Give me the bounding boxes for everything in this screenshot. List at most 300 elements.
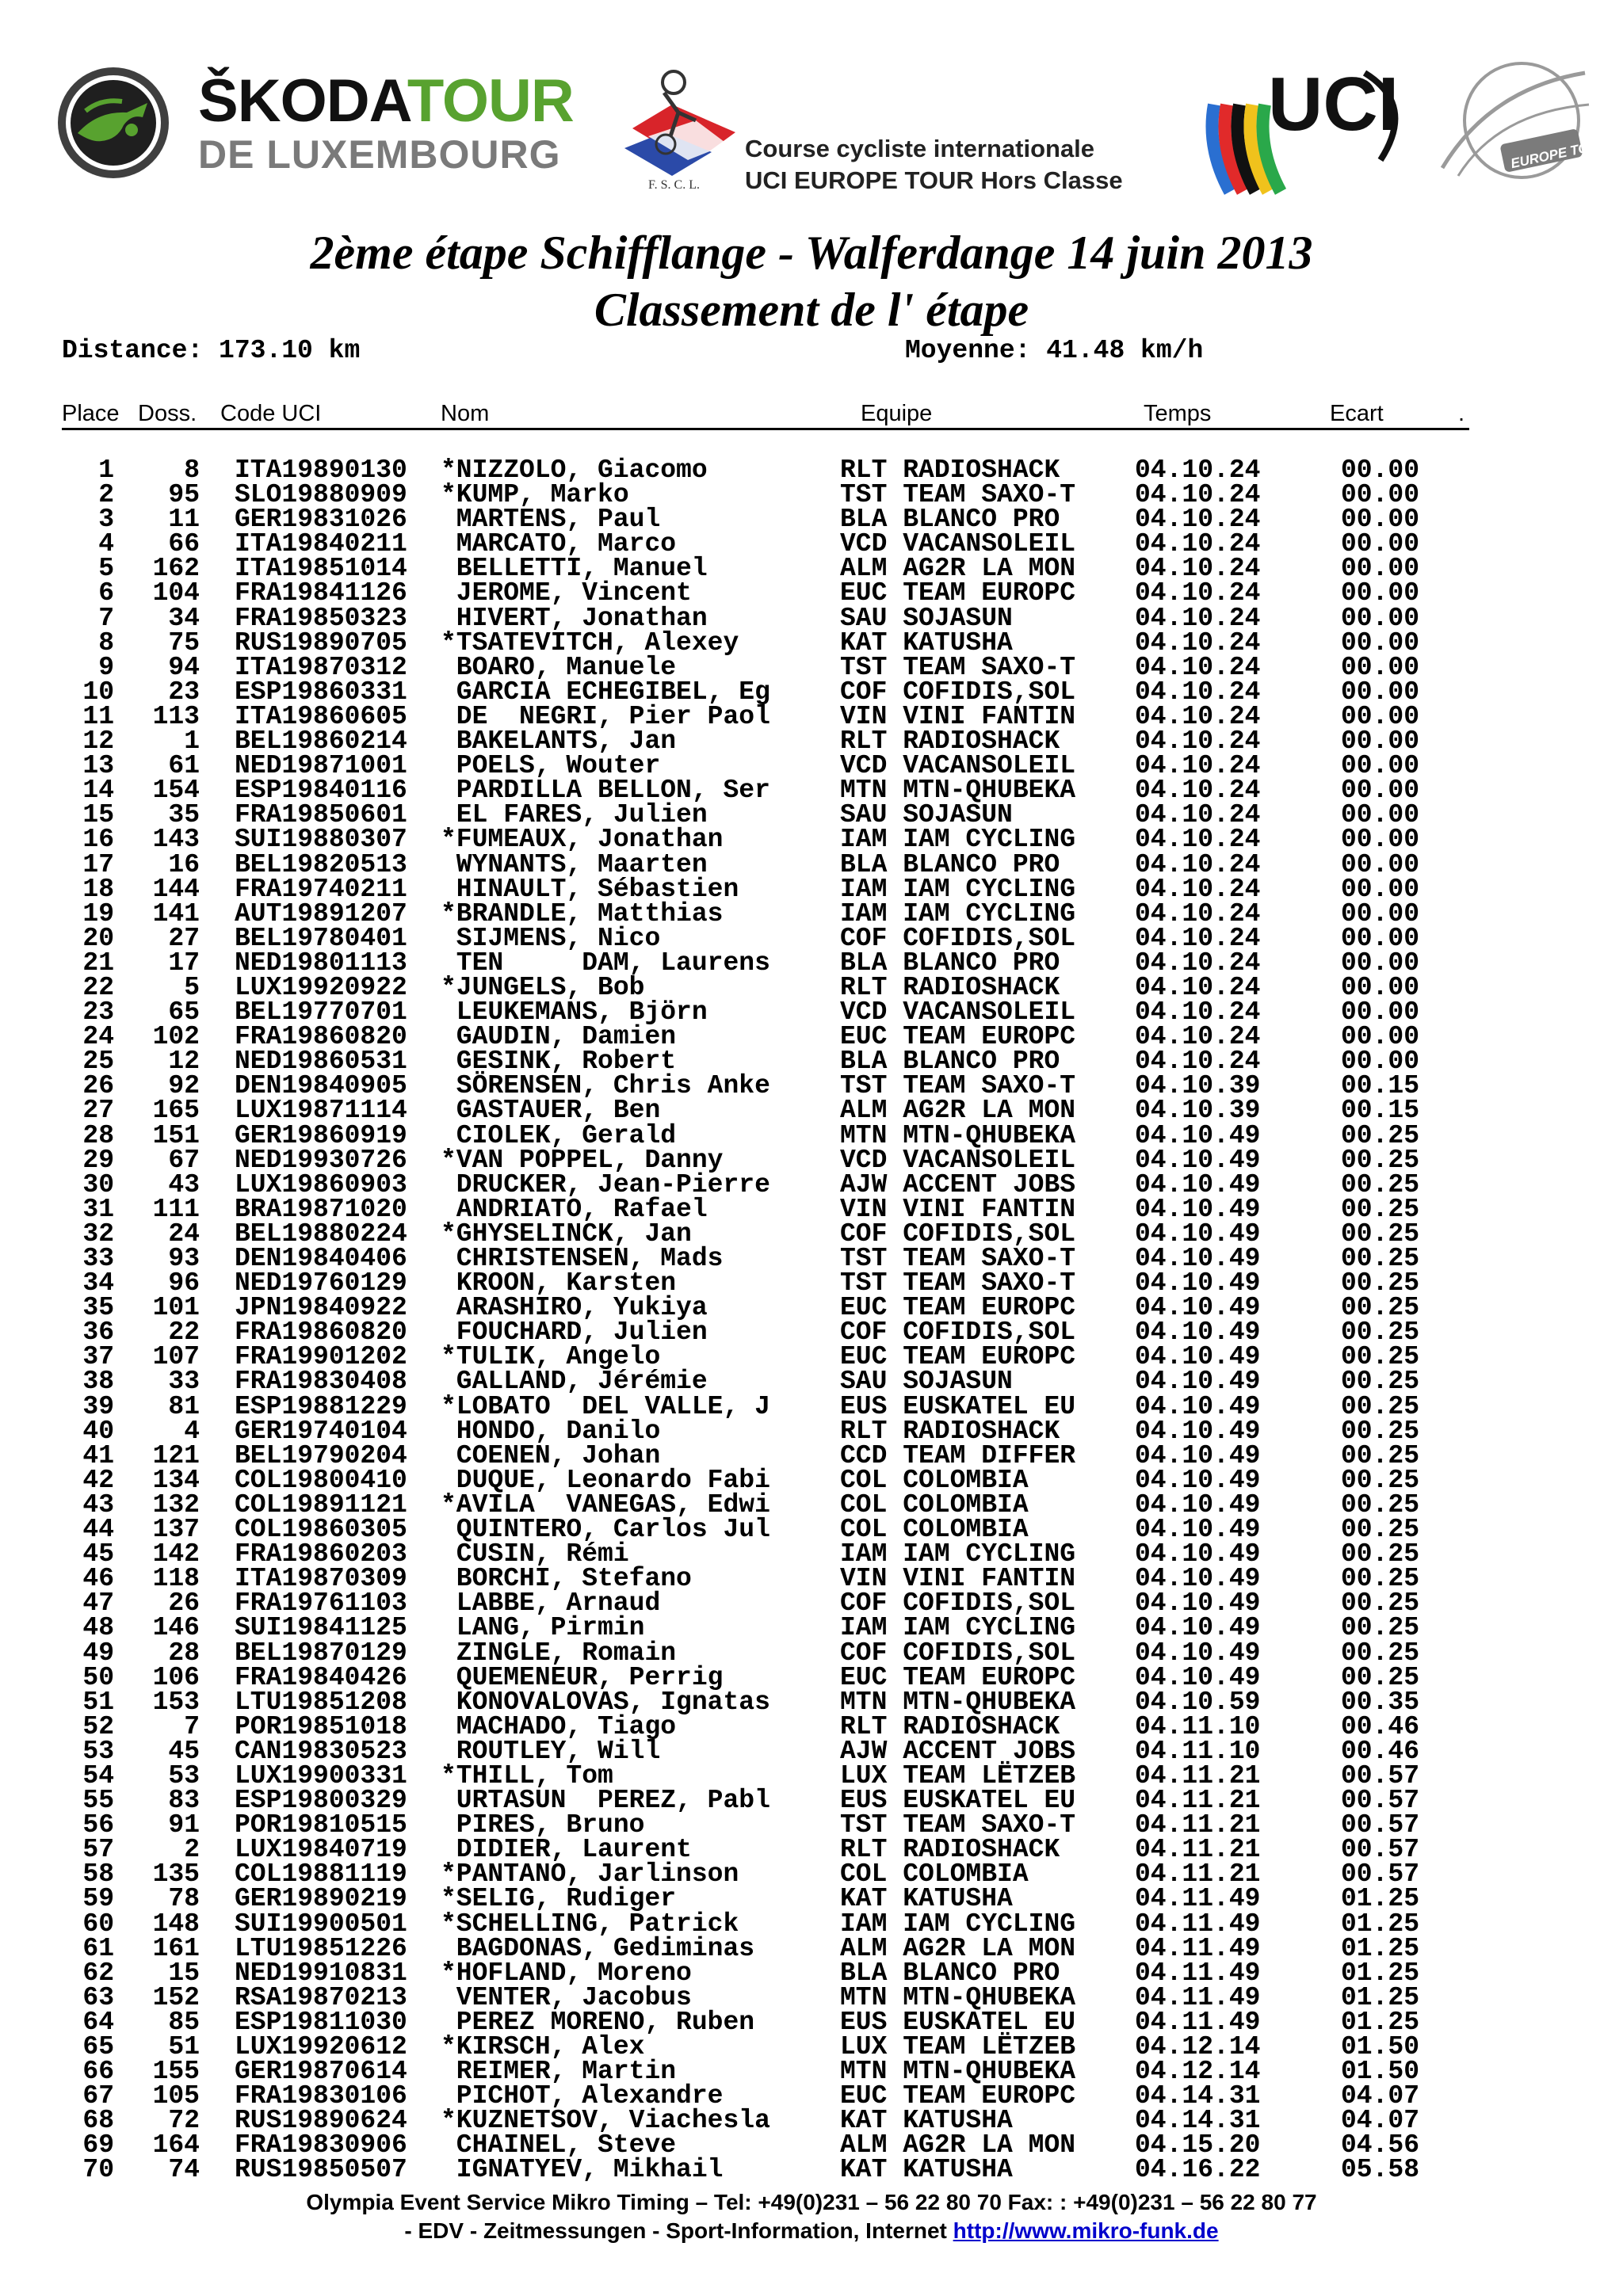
cell-uci-code: FRA19901202: [235, 1342, 407, 1372]
cell-gap: 00.25: [1341, 1244, 1420, 1273]
cell-time: 04.10.24: [1135, 997, 1261, 1028]
cell-gap: 04.07: [1341, 2081, 1420, 2111]
cell-uci-code: BEL19820513: [235, 849, 407, 879]
table-row: [0, 1539, 1623, 1569]
cell-time: 04.10.24: [1135, 898, 1261, 929]
cell-bib: 51: [168, 2032, 200, 2061]
cell-time: 04.10.49: [1135, 1342, 1261, 1372]
cell-time: 04.10.24: [1135, 1022, 1261, 1052]
table-row: [0, 1342, 1623, 1372]
table-row: [0, 554, 1623, 584]
cell-uci-code: BEL19870129: [235, 1638, 407, 1668]
cell-uci-code: POR19851018: [235, 1711, 407, 1741]
cell-rider-name: CUSIN, Rémi: [441, 1539, 629, 1569]
cell-place: 50: [82, 1662, 114, 1692]
cell-time: 04.10.49: [1135, 1145, 1261, 1175]
cell-gap: 00.25: [1341, 1318, 1420, 1348]
cell-place: 64: [82, 2007, 114, 2037]
cell-rider-name: HIVERT, Jonathan: [441, 603, 708, 633]
cell-uci-code: GER19870614: [235, 2057, 407, 2087]
cell-place: 2: [98, 480, 114, 510]
table-row: [0, 1246, 1623, 1271]
cell-place: 17: [82, 849, 114, 879]
cell-rider-name: REIMER, Martin: [441, 2057, 677, 2087]
race-type: [745, 133, 1123, 196]
cell-rider-name: *HOFLAND, Moreno: [441, 1958, 692, 1988]
cell-time: 04.11.49: [1135, 1982, 1261, 2012]
cell-place: 58: [82, 1859, 114, 1890]
table-row: [0, 1859, 1623, 1890]
cell-place: 61: [82, 1933, 114, 1963]
cell-rider-name: CHRISTENSEN, Mads: [441, 1244, 724, 1273]
cell-uci-code: NED19930726: [235, 1145, 407, 1175]
cell-team: EUS EUSKATEL EU: [840, 1391, 1076, 1421]
cell-place: 68: [82, 2106, 114, 2136]
cell-bib: 91: [168, 1810, 200, 1840]
cell-uci-code: ITA19870312: [235, 652, 407, 682]
cell-gap: 00.25: [1341, 1194, 1420, 1224]
cell-time: 04.10.49: [1135, 1589, 1261, 1619]
table-row: [0, 1958, 1623, 1988]
cell-gap: 00.00: [1341, 1047, 1420, 1077]
table-row: [0, 1096, 1623, 1126]
cell-team: ALM AG2R LA MON: [840, 1096, 1076, 1126]
col-temps: Temps: [1144, 401, 1212, 426]
cell-gap: 04.07: [1341, 2106, 1420, 2136]
cell-gap: 00.25: [1341, 1489, 1420, 1520]
cell-gap: 00.00: [1341, 776, 1420, 806]
cell-time: 04.10.49: [1135, 1194, 1261, 1224]
table-row: [0, 1515, 1623, 1545]
cell-uci-code: FRA19830408: [235, 1367, 407, 1397]
cell-bib: 23: [168, 677, 200, 707]
cell-rider-name: PIRES, Bruno: [441, 1810, 645, 1840]
cell-place: 31: [82, 1194, 114, 1224]
cell-bib: 24: [168, 1219, 200, 1249]
table-row: [0, 1145, 1623, 1175]
cell-bib: 11: [168, 505, 200, 535]
cell-team: IAM IAM CYCLING: [840, 898, 1076, 929]
cell-gap: 00.00: [1341, 874, 1420, 904]
cell-gap: 00.00: [1341, 627, 1420, 658]
cell-rider-name: GASTAUER, Ben: [441, 1096, 661, 1126]
cell-place: 48: [82, 1613, 114, 1643]
table-row: [0, 1982, 1623, 2012]
cell-rider-name: BAGDONAS, Gediminas: [441, 1933, 755, 1963]
cell-time: 04.10.24: [1135, 677, 1261, 707]
cell-gap: 01.25: [1341, 1958, 1420, 1988]
cell-place: 55: [82, 1786, 114, 1816]
cell-rider-name: *SCHELLING, Patrick: [441, 1909, 739, 1939]
fscl-logo-icon: [617, 57, 743, 192]
cell-team: CCD TEAM DIFFER: [840, 1440, 1076, 1470]
cell-team: AJW ACCENT JOBS: [840, 1736, 1076, 1766]
column-header: [62, 401, 1469, 430]
cell-time: 04.10.49: [1135, 1244, 1261, 1273]
cell-time: 04.11.21: [1135, 1835, 1261, 1865]
cell-rider-name: GARCIA ECHEGIBEL, Eg: [441, 677, 770, 707]
cell-bib: 132: [152, 1489, 200, 1520]
race-type-line1: Course cycliste internationale: [745, 135, 1095, 162]
cell-time: 04.10.49: [1135, 1539, 1261, 1569]
results-table: [0, 458, 1623, 2183]
cell-uci-code: NED19910831: [235, 1958, 407, 1988]
cell-uci-code: SUI19841125: [235, 1613, 407, 1643]
cell-uci-code: FRA19761103: [235, 1589, 407, 1619]
cell-uci-code: DEN19840905: [235, 1071, 407, 1101]
cell-gap: 00.25: [1341, 1416, 1420, 1446]
cell-gap: 00.00: [1341, 603, 1420, 633]
cell-uci-code: FRA19850601: [235, 800, 407, 830]
cell-bib: 95: [168, 480, 200, 510]
cell-team: RLT RADIOSHACK: [840, 727, 1060, 757]
cell-team: BLA BLANCO PRO: [840, 948, 1060, 978]
cell-rider-name: VENTER, Jacobus: [441, 1982, 692, 2012]
cell-team: TST TEAM SAXO-T: [840, 1810, 1076, 1840]
cell-place: 54: [82, 1760, 114, 1791]
cell-time: 04.16.22: [1135, 2155, 1261, 2185]
cell-uci-code: ITA19851014: [235, 554, 407, 584]
cell-bib: 85: [168, 2007, 200, 2037]
table-row: [0, 2081, 1623, 2111]
cell-uci-code: NED19760129: [235, 1268, 407, 1299]
cell-place: 1: [98, 456, 114, 485]
cell-rider-name: MARTENS, Paul: [441, 505, 661, 535]
cell-bib: 45: [168, 1736, 200, 1766]
cell-rider-name: GESINK, Robert: [441, 1047, 677, 1077]
cell-time: 04.10.49: [1135, 1219, 1261, 1249]
cell-time: 04.10.24: [1135, 603, 1261, 633]
cell-time: 04.10.39: [1135, 1071, 1261, 1101]
table-row: [0, 1120, 1623, 1150]
cell-gap: 00.00: [1341, 505, 1420, 535]
cell-place: 66: [82, 2057, 114, 2087]
cell-rider-name: GAUDIN, Damien: [441, 1022, 677, 1052]
cell-rider-name: PEREZ MORENO, Ruben: [441, 2007, 755, 2037]
table-row: [0, 677, 1623, 707]
cell-uci-code: ESP19800329: [235, 1786, 407, 1816]
cell-uci-code: JPN19840922: [235, 1293, 407, 1323]
cell-place: 59: [82, 1884, 114, 1914]
uci-text: UCI: [1268, 62, 1400, 147]
cell-gap: 01.25: [1341, 1982, 1420, 2012]
cell-rider-name: DE NEGRI, Pier Paol: [441, 701, 770, 731]
cell-uci-code: SUI19880307: [235, 825, 407, 855]
cell-gap: 00.00: [1341, 923, 1420, 953]
cell-team: IAM IAM CYCLING: [840, 1909, 1076, 1939]
cell-bib: 83: [168, 1786, 200, 1816]
cell-bib: 104: [152, 578, 200, 608]
cell-team: COL COLOMBIA: [840, 1515, 1029, 1545]
cell-rider-name: *GHYSELINCK, Jan: [441, 1219, 692, 1249]
cell-bib: 35: [168, 800, 200, 830]
cell-bib: 101: [152, 1293, 200, 1323]
cell-time: 04.10.49: [1135, 1416, 1261, 1446]
cell-rider-name: DRUCKER, Jean-Pierre: [441, 1169, 770, 1199]
cell-uci-code: AUT19891207: [235, 898, 407, 929]
cell-bib: 143: [152, 825, 200, 855]
cell-team: COF COFIDIS,SOL: [840, 677, 1076, 707]
cell-uci-code: ITA19840211: [235, 529, 407, 559]
table-row: [0, 1071, 1623, 1101]
cell-rider-name: DUQUE, Leonardo Fabi: [441, 1465, 770, 1495]
cell-bib: 134: [152, 1465, 200, 1495]
cell-bib: 161: [152, 1933, 200, 1963]
cell-bib: 26: [168, 1589, 200, 1619]
cell-uci-code: BEL19860214: [235, 727, 407, 757]
table-row: [0, 1810, 1623, 1840]
cell-bib: 151: [152, 1120, 200, 1150]
cell-gap: 00.25: [1341, 1662, 1420, 1692]
cell-gap: 00.25: [1341, 1120, 1420, 1150]
cell-gap: 00.00: [1341, 554, 1420, 584]
cell-place: 27: [82, 1096, 114, 1126]
brand-skoda: ŠKODA: [198, 67, 407, 135]
cell-gap: 00.25: [1341, 1638, 1420, 1668]
cell-bib: 92: [168, 1071, 200, 1101]
cell-team: KAT KATUSHA: [840, 2106, 1013, 2136]
cell-team: COL COLOMBIA: [840, 1489, 1029, 1520]
cell-uci-code: BEL19790204: [235, 1440, 407, 1470]
cell-bib: 113: [152, 701, 200, 731]
cell-team: COL COLOMBIA: [840, 1465, 1029, 1495]
cell-rider-name: LABBE, Arnaud: [441, 1589, 661, 1619]
cell-bib: 16: [168, 849, 200, 879]
cell-place: 15: [82, 800, 114, 830]
cell-time: 04.11.21: [1135, 1859, 1261, 1890]
cell-team: BLA BLANCO PRO: [840, 849, 1060, 879]
cell-gap: 00.00: [1341, 578, 1420, 608]
cell-gap: 00.57: [1341, 1760, 1420, 1791]
cell-bib: 154: [152, 776, 200, 806]
cell-time: 04.14.31: [1135, 2081, 1261, 2111]
cell-time: 04.11.21: [1135, 1810, 1261, 1840]
cell-bib: 141: [152, 898, 200, 929]
cell-place: 47: [82, 1589, 114, 1619]
cell-place: 25: [82, 1047, 114, 1077]
table-row: [0, 997, 1623, 1028]
cell-bib: 17: [168, 948, 200, 978]
table-row: [0, 2032, 1623, 2061]
table-row: [0, 2106, 1623, 2136]
cell-time: 04.10.49: [1135, 1318, 1261, 1348]
cell-place: 60: [82, 1909, 114, 1939]
cell-uci-code: SUI19900501: [235, 1909, 407, 1939]
table-row: [0, 1169, 1623, 1199]
cell-rider-name: HINAULT, Sébastien: [441, 874, 739, 904]
cell-uci-code: NED19860531: [235, 1047, 407, 1077]
cell-uci-code: COL19860305: [235, 1515, 407, 1545]
cell-gap: 00.00: [1341, 456, 1420, 485]
cell-bib: 53: [168, 1760, 200, 1791]
cell-bib: 152: [152, 1982, 200, 2012]
cell-rider-name: *KUZNETSOV, Viachesla: [441, 2106, 770, 2136]
cell-team: SAU SOJASUN: [840, 800, 1013, 830]
table-row: [0, 1613, 1623, 1643]
cell-uci-code: GER19860919: [235, 1120, 407, 1150]
cell-gap: 00.15: [1341, 1071, 1420, 1101]
cell-gap: 00.25: [1341, 1440, 1420, 1470]
cell-gap: 01.25: [1341, 1884, 1420, 1914]
cell-team: IAM IAM CYCLING: [840, 1539, 1076, 1569]
cell-team: IAM IAM CYCLING: [840, 825, 1076, 855]
cell-bib: 74: [168, 2155, 200, 2185]
cell-team: RLT RADIOSHACK: [840, 456, 1060, 485]
cell-uci-code: FRA19740211: [235, 874, 407, 904]
cell-place: 33: [82, 1244, 114, 1273]
table-row: [0, 923, 1623, 953]
cell-team: KAT KATUSHA: [840, 1884, 1013, 1914]
col-ecart: Ecart: [1330, 401, 1384, 426]
table-row: [0, 1318, 1623, 1348]
cell-place: 5: [98, 554, 114, 584]
cell-team: COF COFIDIS,SOL: [840, 1219, 1076, 1249]
table-row: [0, 1416, 1623, 1446]
average-speed: Moyenne: 41.48 km/h: [905, 336, 1204, 365]
cell-place: 28: [82, 1120, 114, 1150]
cell-uci-code: ESP19860331: [235, 677, 407, 707]
cell-uci-code: POR19810515: [235, 1810, 407, 1840]
cell-gap: 00.00: [1341, 972, 1420, 1002]
cell-gap: 00.00: [1341, 701, 1420, 731]
cell-bib: 102: [152, 1022, 200, 1052]
cell-gap: 00.57: [1341, 1859, 1420, 1890]
cell-time: 04.10.24: [1135, 849, 1261, 879]
cell-bib: 12: [168, 1047, 200, 1077]
cell-team: BLA BLANCO PRO: [840, 1047, 1060, 1077]
table-row: [0, 1489, 1623, 1520]
cell-time: 04.10.49: [1135, 1391, 1261, 1421]
cell-team: VIN VINI FANTIN: [840, 1564, 1076, 1594]
cell-team: ALM AG2R LA MON: [840, 1933, 1076, 1963]
cell-rider-name: *LOBATO DEL VALLE, J: [441, 1391, 770, 1421]
cell-time: 04.11.10: [1135, 1711, 1261, 1741]
cell-team: AJW ACCENT JOBS: [840, 1169, 1076, 1199]
cell-place: 39: [82, 1391, 114, 1421]
cell-place: 40: [82, 1416, 114, 1446]
cell-bib: 94: [168, 652, 200, 682]
cell-team: TST TEAM SAXO-T: [840, 480, 1076, 510]
cell-gap: 00.25: [1341, 1613, 1420, 1643]
cell-rider-name: *BRANDLE, Matthias: [441, 898, 724, 929]
cell-uci-code: FRA19830906: [235, 2130, 407, 2161]
cell-time: 04.11.10: [1135, 1736, 1261, 1766]
cell-uci-code: COL19891121: [235, 1489, 407, 1520]
cell-place: 53: [82, 1736, 114, 1766]
cell-time: 04.11.21: [1135, 1760, 1261, 1791]
cell-place: 38: [82, 1367, 114, 1397]
cell-gap: 01.25: [1341, 2007, 1420, 2037]
cell-place: 52: [82, 1711, 114, 1741]
cell-time: 04.10.49: [1135, 1293, 1261, 1323]
table-row: [0, 1662, 1623, 1692]
cell-place: 18: [82, 874, 114, 904]
cell-uci-code: LUX19871114: [235, 1096, 407, 1126]
cell-bib: 165: [152, 1096, 200, 1126]
cell-uci-code: FRA19860820: [235, 1318, 407, 1348]
cell-uci-code: LUX19840719: [235, 1835, 407, 1865]
cell-bib: 4: [184, 1416, 200, 1446]
table-row: [0, 529, 1623, 559]
cell-gap: 00.57: [1341, 1810, 1420, 1840]
cell-rider-name: CHAINEL, Steve: [441, 2130, 677, 2161]
cell-place: 14: [82, 776, 114, 806]
cell-team: ALM AG2R LA MON: [840, 554, 1076, 584]
cell-uci-code: LUX19900331: [235, 1760, 407, 1791]
cell-place: 7: [98, 603, 114, 633]
cell-time: 04.10.24: [1135, 505, 1261, 535]
cell-team: TST TEAM SAXO-T: [840, 652, 1076, 682]
cell-uci-code: GER19740104: [235, 1416, 407, 1446]
cell-gap: 01.25: [1341, 1909, 1420, 1939]
cell-time: 04.10.49: [1135, 1662, 1261, 1692]
cell-rider-name: *SELIG, Rudiger: [441, 1884, 677, 1914]
cell-bib: 164: [152, 2130, 200, 2161]
footer-link[interactable]: http://www.mikro-funk.de: [953, 2218, 1219, 2243]
cell-uci-code: BEL19780401: [235, 923, 407, 953]
cell-team: VCD VACANSOLEIL: [840, 1145, 1076, 1175]
table-row: [0, 1465, 1623, 1495]
cell-bib: 146: [152, 1613, 200, 1643]
cell-gap: 00.25: [1341, 1145, 1420, 1175]
cell-bib: 81: [168, 1391, 200, 1421]
cell-uci-code: RUS19850507: [235, 2155, 407, 2185]
cell-uci-code: FRA19840426: [235, 1662, 407, 1692]
cell-time: 04.10.24: [1135, 1047, 1261, 1077]
cell-uci-code: COL19800410: [235, 1465, 407, 1495]
cell-gap: 00.00: [1341, 849, 1420, 879]
cell-time: 04.10.24: [1135, 972, 1261, 1002]
cell-gap: 00.00: [1341, 727, 1420, 757]
cell-team: EUS EUSKATEL EU: [840, 2007, 1076, 2037]
table-row: [0, 1711, 1623, 1741]
cell-gap: 00.25: [1341, 1465, 1420, 1495]
cell-team: VCD VACANSOLEIL: [840, 997, 1076, 1028]
cell-team: VCD VACANSOLEIL: [840, 751, 1076, 781]
brand-tour: TOUR: [407, 67, 574, 135]
cell-bib: 67: [168, 1145, 200, 1175]
table-row: [0, 1638, 1623, 1668]
cell-place: 20: [82, 923, 114, 953]
cell-gap: 00.57: [1341, 1786, 1420, 1816]
race-type-line2: UCI EUROPE TOUR Hors Classe: [745, 166, 1123, 194]
cell-place: 26: [82, 1071, 114, 1101]
table-row: [0, 2155, 1623, 2185]
cell-bib: 93: [168, 1244, 200, 1273]
cell-time: 04.10.24: [1135, 456, 1261, 485]
cell-uci-code: GER19890219: [235, 1884, 407, 1914]
cell-place: 24: [82, 1022, 114, 1052]
cell-uci-code: FRA19841126: [235, 578, 407, 608]
cell-gap: 00.00: [1341, 480, 1420, 510]
cell-team: IAM IAM CYCLING: [840, 874, 1076, 904]
cell-rider-name: ARASHIRO, Yukiya: [441, 1293, 708, 1323]
footer-text: - EDV - Zeitmessungen - Sport-Information, Internet: [404, 2218, 953, 2243]
cell-rider-name: EL FARES, Julien: [441, 800, 708, 830]
cell-time: 04.10.24: [1135, 874, 1261, 904]
table-row: [0, 701, 1623, 731]
brand-luxembourg: DE LUXEMBOURG: [198, 132, 561, 177]
cell-gap: 05.58: [1341, 2155, 1420, 2185]
cell-place: 51: [82, 1687, 114, 1717]
cell-time: 04.10.24: [1135, 578, 1261, 608]
cell-team: RLT RADIOSHACK: [840, 1711, 1060, 1741]
cell-rider-name: MARCATO, Marco: [441, 529, 677, 559]
cell-rider-name: JEROME, Vincent: [441, 578, 692, 608]
cell-rider-name: POELS, Wouter: [441, 751, 661, 781]
cell-team: EUC TEAM EUROPC: [840, 1662, 1076, 1692]
cell-team: RLT RADIOSHACK: [840, 1416, 1060, 1446]
